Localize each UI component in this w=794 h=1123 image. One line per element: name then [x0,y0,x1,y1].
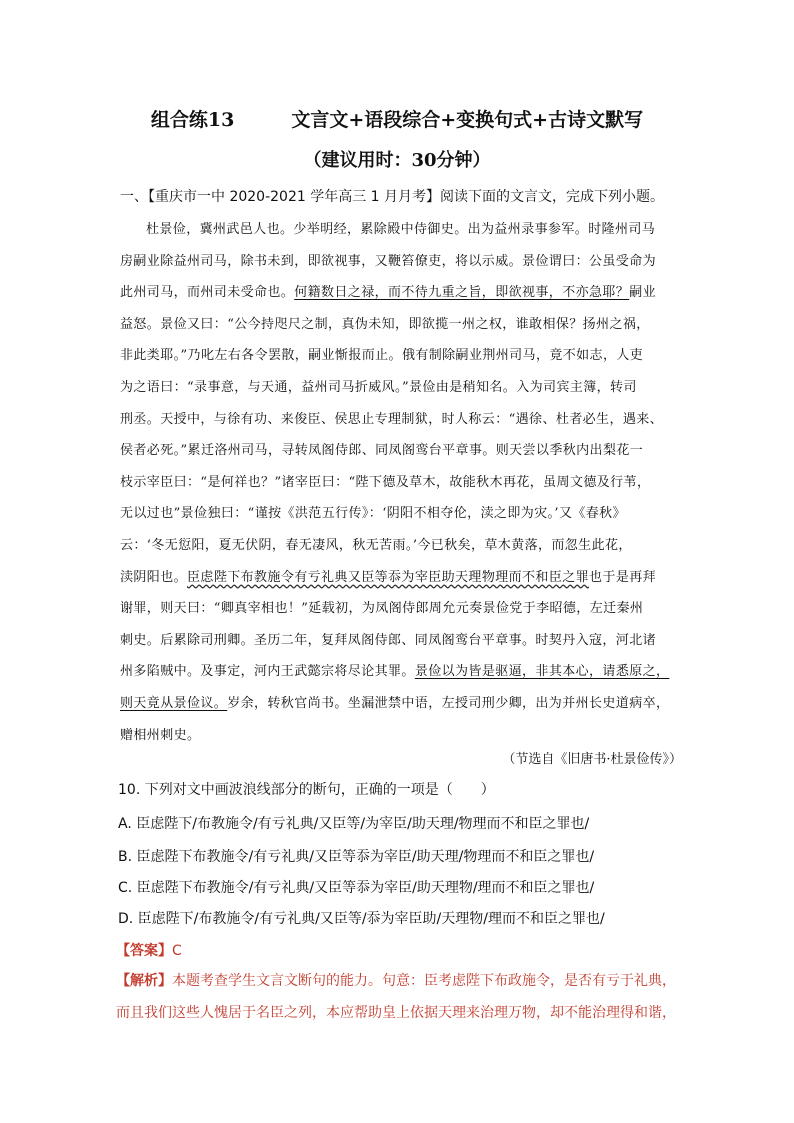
passage-line: 谢罪，则天曰：“卿真宰相也！”延载初，为凤阁侍郎周允元奏景俭党于李昭德，左迁秦州 [120,601,644,617]
passage-line: 为之语曰：“录事意，与天通，益州司马折威风。”景俭由是稍知名。入为司宾主簿，转司 [120,379,637,395]
option-c: C. 臣虑陛下布教施令/有亏礼典/又臣等忝为宰臣/助天理物/理而不和臣之罪也/ [118,880,595,896]
option-b: B. 臣虑陛下布教施令/有亏礼典/又臣等忝为宰臣/助天理/物理而不和臣之罪也/ [118,849,595,865]
passage-line: 房嗣业除益州司马，除书未到，即欲视事，又鞭笞僚吏，将以示威。景俭谓曰：公虽受命为 [120,253,657,269]
passage-text: 渎阴阳也。 [120,569,188,585]
passage-text: 州多陷贼中。及事定，河内王武懿宗将尽论其罪。 [120,664,415,680]
option-a: A. 臣虑陛下/布教施令/有亏礼典/又臣等/为宰臣/助天理/物理而不和臣之罪也/ [118,816,590,832]
answer-label: 【答案】 [116,943,172,959]
answer-line [116,940,182,960]
wavy-underlined-sentence: 臣虑陛下布教施令有亏礼典又臣等忝为宰臣助天理物理而不和臣之罪 [187,569,590,585]
page-title: 组合练13 文言文+语段综合+变换句式+古诗文默写 [150,109,644,131]
analysis-label: 【解析】 [116,973,172,989]
passage-line: 云：‘冬无愆阳，夏无伏阴，春无凄风，秋无苦雨。’今已秋矣，草木黄落，而忽生此花， [120,537,632,553]
underlined-sentence: 则天竟从景俭议。 [120,695,228,711]
passage-text: 也于是再拜 [589,569,657,585]
passage-text: 此州司马，而州司未受命也。 [120,285,295,301]
underlined-sentence: 何籍数日之禄，而不待九重之旨，即欲视事，不亦急耶？ [294,285,630,301]
passage-line: 枝示宰臣曰：“是何祥也？”诸宰臣曰：“陛下德及草木，故能秋木再花，虽周文德及行苇， [120,474,651,490]
passage-line: 杜景俭，冀州武邑人也。少举明经，累除殿中侍御史。出为益州录事参军。时隆州司马 [146,222,656,237]
question-heading: 一、【重庆市一中 2020-2021 学年高三 1 月月考】阅读下面的文言文，完成下列小题。 [120,189,665,205]
passage-line [120,696,680,728]
question-10-stem: 10. 下列对文中画波浪线部分的断句，正确的一项是（ ） [118,782,495,798]
analysis-line: 而且我们这些人愧居于名臣之列，本应帮助皇上依据天理来治理万物，却不能治理得和谐， [116,1005,676,1021]
passage-line: 非此类耶。”乃叱左右各令罢散，嗣业惭报而止。俄有制除嗣业荆州司马，竟不如志，人吏 [120,348,644,364]
passage-line: 赠相州刺史。 [120,727,201,743]
passage-text: 嗣业 [629,285,657,301]
passage-line: 无以过也”景俭独曰：“谨按《洪范五行传》：‘阴阳不相夺伦，渎之即为灾。’又《春秋》 [120,506,626,522]
option-d: D. 臣虑陛下/布教施令/有亏礼典/又臣等/忝为宰臣助/天理物/理而不和臣之罪也/ [118,911,605,927]
answer-value: C [172,943,182,959]
passage-line: 益怒。景俭又曰：“公今持咫尺之制，真伪未知，即欲揽一州之权，谁敢相保？扬州之祸， [120,316,650,332]
classical-passage [120,222,680,759]
passage-line [120,570,680,602]
passage-line: 刑丞。天授中，与徐有功、来俊臣、侯思止专理制狱，时人称云：“遇徐、杜者必生，遇来、 [120,411,664,427]
underlined-sentence: 景俭以为皆是驱逼，非其本心，请悉原之， [414,664,670,680]
passage-text: 岁余，转秋官尚书。坐漏泄禁中语，左授司刑少卿，出为并州长史道病卒， [227,695,670,711]
passage-line [120,285,680,317]
page-subtitle: （建议用时：30分钟） [303,150,491,171]
analysis-text: 本题考查学生文言文断句的能力。句意：臣考虑陛下布政施令，是否有亏于礼典， [172,973,676,989]
analysis-line [116,970,682,990]
passage-line [120,664,680,696]
passage-line: 刺史。后累除司刑卿。圣历二年，复拜凤阁侍郎、同凤阁鸾台平章事。时契丹入寇，河北诸 [120,632,657,648]
passage-line: 侯者必死。”累迁洛州司马，寻转凤阁侍郎、同凤阁鸾台平章事。则天尝以季秋内出梨花一 [120,443,644,459]
passage-source: （节选自《旧唐书·杜景俭传》） [502,752,682,767]
